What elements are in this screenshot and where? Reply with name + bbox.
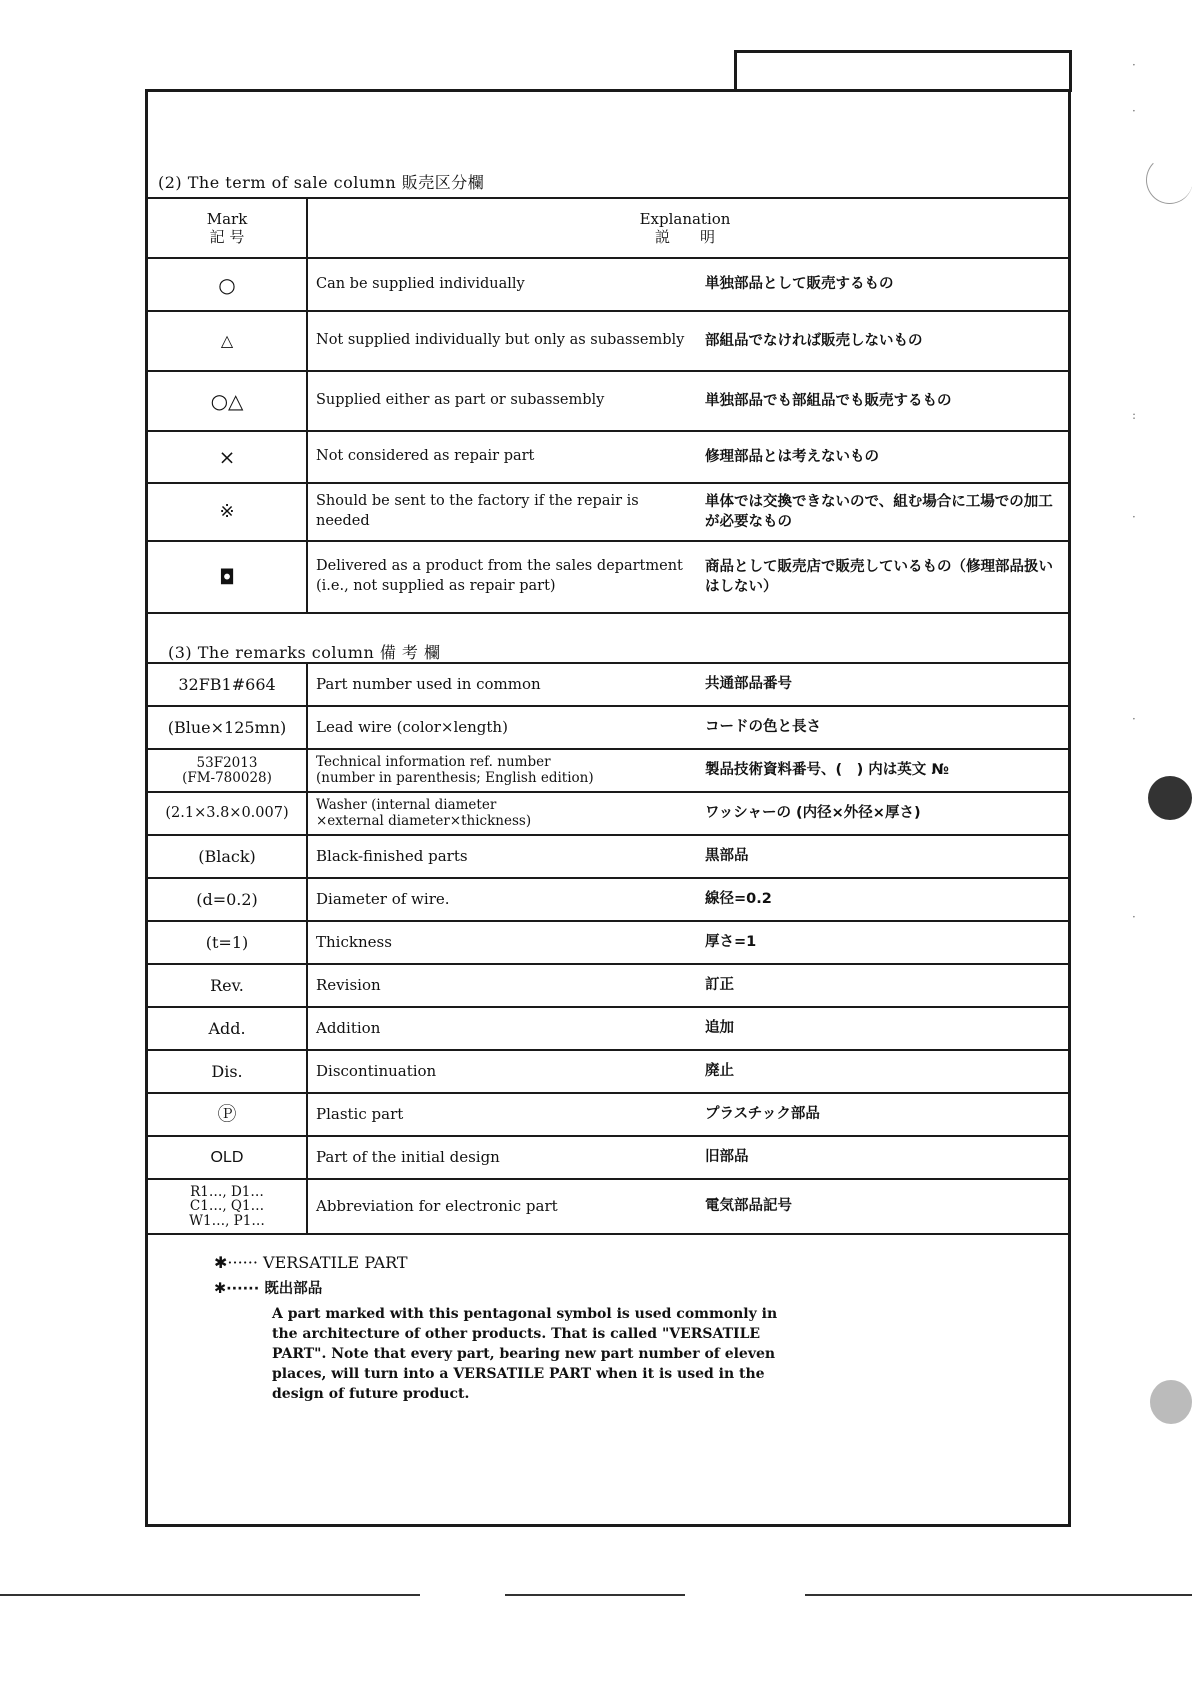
bottom-rule	[805, 1594, 1192, 1596]
remark-row-mark: (t=1)	[205, 932, 249, 952]
column-divider	[306, 197, 308, 612]
remark-row-ja: 訂正	[705, 977, 734, 994]
remark-row-mark: 53F2013 (FM-780028)	[182, 754, 272, 786]
margin-tick: ·	[1132, 104, 1136, 118]
remark-row-en: Technical information ref. number (number in parenthesis; English edition)	[316, 753, 594, 786]
remark-row-mark: (d=0.2)	[196, 889, 258, 909]
mark-header-en: Mark	[206, 210, 248, 228]
sale-row-ja: 単体では交換できないので、組む場合に工場での加工が必要なもの	[705, 493, 1053, 530]
remark-row-en: Part number used in common	[316, 675, 541, 694]
sale-row-en: Supplied either as part or subassembly	[316, 392, 605, 409]
margin-tick: :	[1132, 408, 1137, 422]
sale-row-mark: ◘	[219, 565, 235, 589]
sale-row-mark: ○△	[210, 389, 244, 413]
remark-row-mark: Rev.	[210, 975, 244, 995]
remark-row-en: Addition	[316, 1019, 381, 1038]
mark-header	[148, 199, 306, 257]
remark-row-ja: 線径=0.2	[705, 891, 772, 908]
margin-tick: ·	[1132, 58, 1136, 72]
margin-tick: ·	[1132, 510, 1136, 524]
versatile-part-note: ✱······ VERSATILE PART	[214, 1253, 408, 1272]
sale-row-en: Delivered as a product from the sales department (i.e., not supplied as repair part)	[316, 558, 683, 594]
remark-row-mark: (Blue×125mn)	[167, 717, 287, 737]
remark-row-ja: 廃止	[705, 1063, 734, 1080]
remark-row-en: Part of the initial design	[316, 1148, 500, 1167]
sale-row-ja: 単独部品として販売するもの	[705, 276, 894, 293]
top-tab-box	[734, 50, 1072, 92]
remark-row-mark: Ⓟ	[217, 1103, 237, 1126]
remark-row-ja: コードの色と長さ	[705, 719, 821, 736]
remark-row-en: Abbreviation for electronic part	[316, 1197, 558, 1216]
remark-row-en: Thickness	[316, 933, 392, 952]
remark-row-mark: R1…, D1… C1…, Q1… W1…, P1…	[189, 1183, 265, 1229]
remarks-section-title: (3) The remarks column 備 考 欄	[168, 643, 441, 662]
remark-row-mark: (2.1×3.8×0.007)	[165, 804, 289, 821]
remark-row-mark: (Black)	[198, 846, 256, 866]
sale-row-ja: 修理部品とは考えないもの	[705, 448, 879, 465]
column-divider	[306, 662, 308, 1233]
mark-header-ja: 記 号	[209, 228, 245, 246]
remark-row-en: Plastic part	[316, 1105, 404, 1124]
sale-row-en: Not considered as repair part	[316, 448, 535, 465]
remark-row-mark: 32FB1#664	[178, 674, 276, 694]
sale-row-mark: ×	[218, 445, 236, 469]
remark-row-ja: 厚さ=1	[705, 934, 757, 951]
sale-row-en: Not supplied individually but only as subassembly	[316, 332, 685, 349]
binder-hole-light	[1150, 1380, 1192, 1424]
margin-tick: ·	[1132, 910, 1136, 924]
remark-row-en: Diameter of wire.	[316, 890, 450, 909]
versatile-part-note-ja: ✱······ 既出部品	[214, 1281, 323, 1297]
remark-row-ja: 黒部品	[705, 848, 749, 865]
bottom-rule	[505, 1594, 685, 1596]
remark-row-en: Lead wire (color×length)	[316, 718, 508, 737]
remark-row-ja: 共通部品番号	[705, 676, 792, 693]
remark-row-mark: Add.	[208, 1018, 246, 1038]
remark-row-ja: ワッシャーの (内径×外径×厚さ)	[705, 805, 921, 822]
remark-row-en: Black-finished parts	[316, 847, 468, 866]
sale-row-ja: 商品として販売店で販売しているもの（修理部品扱いはしない）	[705, 558, 1053, 595]
explanation-header	[560, 199, 810, 257]
remark-row-ja: 追加	[705, 1020, 734, 1037]
sale-row-ja: 単独部品でも部組品でも販売するもの	[705, 392, 952, 409]
remark-row-mark: Dis.	[211, 1061, 243, 1081]
margin-tick: ·	[1132, 712, 1136, 726]
explanation-header-ja: 説 明	[654, 228, 715, 246]
explanation-header-en: Explanation	[639, 210, 731, 228]
sale-section-title: (2) The term of sale column 販売区分欄	[158, 173, 485, 192]
binder-hole-dark	[1148, 776, 1192, 820]
sale-row-en: Can be supplied individually	[316, 275, 525, 292]
sale-row-en: Should be sent to the factory if the repair is needed	[316, 493, 639, 529]
remark-row-ja: 電気部品記号	[705, 1198, 792, 1215]
remark-row-en: Revision	[316, 976, 381, 995]
sale-row-ja: 部組品でなければ販売しないもの	[705, 332, 923, 349]
sale-row-mark: △	[220, 331, 234, 351]
remark-row-ja: 製品技術資料番号、( ) 内は英文 №	[705, 762, 949, 779]
versatile-part-explanation: A part marked with this pentagonal symbol is used commonly in the architecture of other products. That is called "VERSATILE PART". Note that every part, bearing new part number of eleven places, will turn into a VERSATILE PART when it is used in the design of future product.	[272, 1306, 778, 1402]
bottom-rule	[0, 1594, 420, 1596]
remark-row-ja: 旧部品	[705, 1149, 749, 1166]
remark-row-en: Discontinuation	[316, 1062, 437, 1081]
rule	[145, 1233, 1071, 1235]
remark-row-mark: OLD	[210, 1148, 244, 1166]
binder-hole-outline	[1146, 156, 1192, 204]
sale-row-mark: ※	[219, 501, 235, 523]
sale-row-mark: ○	[218, 272, 236, 297]
remark-row-en: Washer (internal diameter ×external diameter×thickness)	[316, 796, 532, 829]
rule	[145, 612, 1071, 614]
remark-row-ja: プラスチック部品	[705, 1106, 820, 1123]
